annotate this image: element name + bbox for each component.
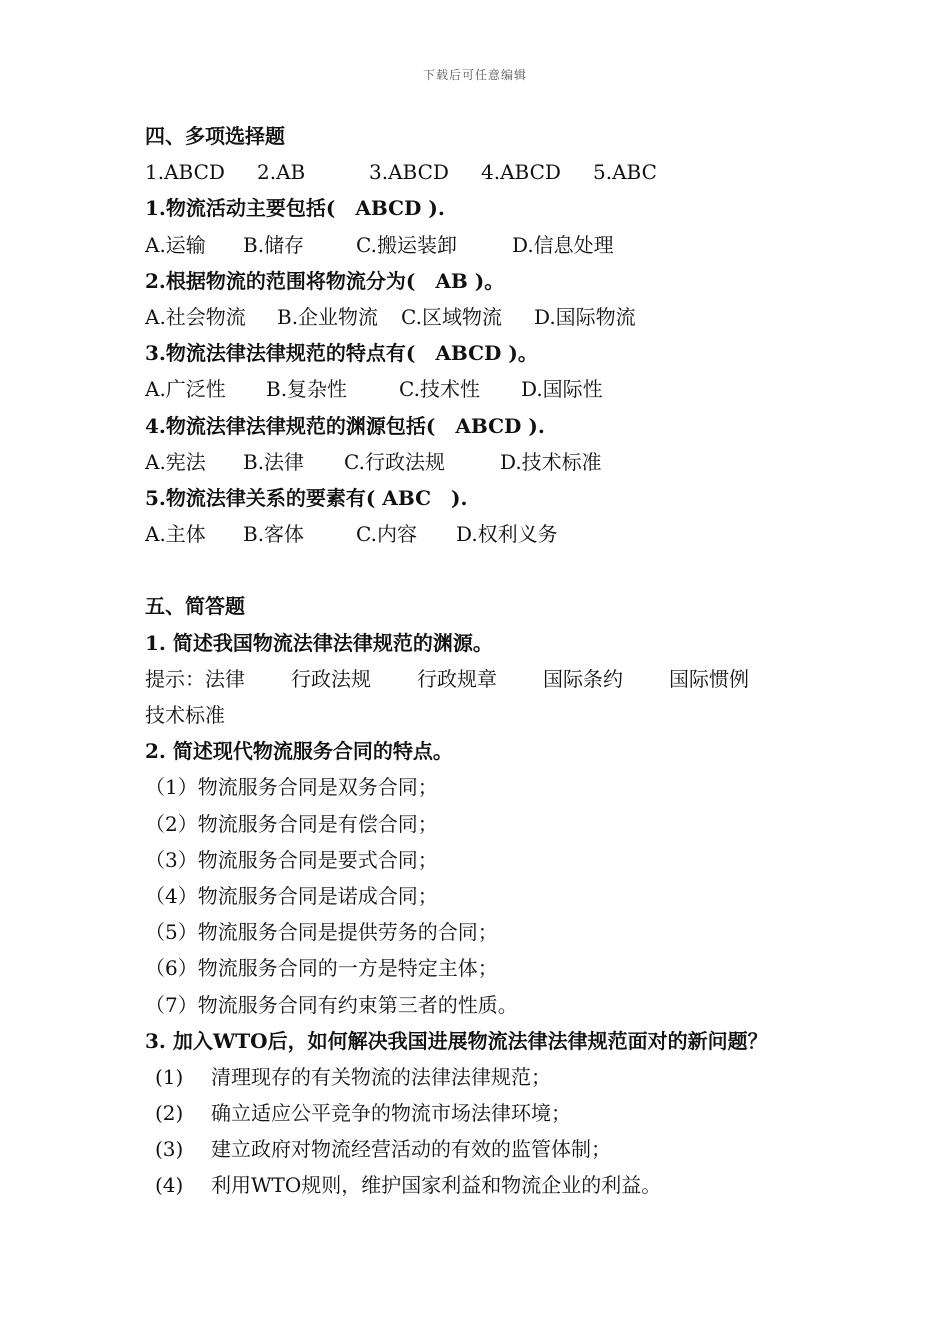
list-item-text: 建立政府对物流经营活动的有效的监管体制； — [211, 1137, 611, 1162]
hint-line — [145, 661, 825, 697]
list-item-text: 清理现存的有关物流的法律法律规范； — [211, 1064, 551, 1089]
list-item: （2）物流服务合同是有偿合同； — [145, 811, 438, 836]
answer-key — [145, 154, 825, 190]
list-item-number: (2) — [155, 1101, 184, 1126]
answer-item: 3.ABCD — [369, 160, 449, 185]
option-c: C.行政法规 — [344, 449, 445, 474]
document-body — [145, 118, 825, 1204]
options-3 — [145, 371, 825, 407]
section-gap — [145, 552, 825, 588]
list-item — [145, 1167, 825, 1203]
list-item: （3）物流服务合同是要式合同； — [145, 847, 438, 872]
option-b: B.储存 — [243, 232, 305, 257]
list-item: （7）物流服务合同有约束第三者的性质。 — [145, 992, 518, 1017]
answer-item: 2.AB — [257, 160, 306, 185]
list-item: （1）物流服务合同是双务合同； — [145, 775, 438, 800]
option-b: B.客体 — [243, 522, 305, 547]
option-d: D.权利义务 — [456, 522, 558, 547]
section5-title: 五、简答题 — [145, 594, 245, 619]
question-1: 1.物流活动主要包括( ABCD ). — [145, 196, 445, 221]
list-item-text: 确立适应公平竞争的物流市场法律环境； — [211, 1101, 571, 1126]
list-item-number: (3) — [155, 1137, 184, 1162]
options-2 — [145, 299, 825, 335]
option-d: D.国际性 — [521, 377, 603, 402]
list-item: （4）物流服务合同是诺成合同； — [145, 883, 438, 908]
list-item — [145, 1131, 825, 1167]
question-2: 2.根据物流的范围将物流分为( AB )。 — [145, 268, 505, 293]
short-question-2: 2. 简述现代物流服务合同的特点。 — [145, 739, 453, 764]
hint-wrap-line: 技术标准 — [145, 703, 225, 727]
list-item: （6）物流服务合同的一方是特定主体； — [145, 956, 498, 981]
answer-item: 4.ABCD — [481, 160, 561, 185]
option-a: A.主体 — [145, 522, 206, 547]
option-a: A.广泛性 — [145, 377, 226, 402]
short-question-1: 1. 简述我国物流法律法律规范的渊源。 — [145, 630, 493, 655]
hint-item: 法律 — [205, 666, 245, 691]
list-item: （5）物流服务合同是提供劳务的合同； — [145, 920, 498, 945]
option-c: C.内容 — [356, 522, 417, 547]
section4-title: 四、多项选择题 — [145, 124, 285, 148]
options-1 — [145, 227, 825, 263]
option-b: B.企业物流 — [277, 304, 379, 329]
options-4 — [145, 444, 825, 480]
answer-item: 1.ABCD — [145, 160, 225, 185]
hint-item: 行政规章 — [417, 666, 497, 691]
option-a: A.运输 — [145, 232, 206, 257]
list-item — [145, 1095, 825, 1131]
option-a: A.社会物流 — [145, 304, 246, 329]
short-question-3: 3. 加入WTO后，如何解决我国进展物流法律法律规范面对的新问题？ — [145, 1028, 768, 1053]
list-item-number: (4) — [155, 1173, 184, 1198]
option-c: C.技术性 — [399, 377, 480, 402]
option-b: B.法律 — [243, 449, 305, 474]
option-d: D.国际物流 — [534, 304, 636, 329]
question-3: 3.物流法律法律规范的特点有( ABCD )。 — [145, 341, 538, 366]
header-note: 下载后可任意编辑 — [422, 68, 527, 82]
list-item-text: 利用WTO规则，维护国家利益和物流企业的利益。 — [211, 1173, 662, 1198]
question-4: 4.物流法律法律规范的渊源包括( ABCD ). — [145, 413, 545, 438]
option-b: B.复杂性 — [266, 377, 348, 402]
option-c: C.搬运装卸 — [356, 232, 457, 257]
answer-item: 5.ABC — [593, 160, 657, 185]
options-5 — [145, 516, 825, 552]
hint-item: 国际条约 — [543, 666, 623, 691]
list-item — [145, 1059, 825, 1095]
option-a: A.宪法 — [145, 449, 206, 474]
option-d: D.技术标准 — [500, 449, 602, 474]
option-d: D.信息处理 — [512, 232, 614, 257]
hint-item: 行政法规 — [291, 666, 371, 691]
list-item-number: (1) — [155, 1064, 184, 1089]
hint-item: 国际惯例 — [669, 666, 749, 691]
hint-prefix: 提示： — [145, 666, 205, 691]
question-5: 5.物流法律关系的要素有( ABC ). — [145, 485, 468, 510]
option-c: C.区域物流 — [401, 304, 502, 329]
